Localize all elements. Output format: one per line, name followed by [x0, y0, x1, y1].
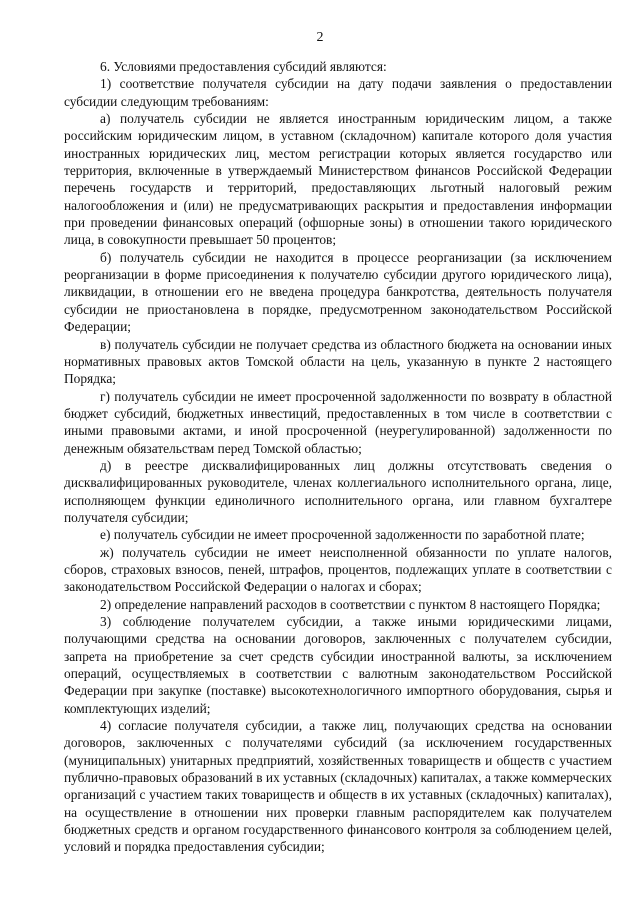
paragraph-subitem-2: 2) определение направлений расходов в соответствии с пунктом 8 настоящего Порядка;	[100, 596, 601, 612]
paragraph-subitem-1g: г) получатель субсидии не имеет просроченной задолженности по возврату в областной бюджет субсидий, бюджетных инвестиций, предоставленных в том числе в соответствии с иными правовыми актами, и иной просроченной (неурегулированной) задолженности по денежным обязательствам перед Томской областью;	[64, 388, 612, 456]
paragraph-subitem-4: 4) согласие получателя субсидии, а также лиц, получающих средства на основании договоров, заключенных с получателями субсидий (за исключением государственных (муниципальных) унитарных предприятий, хозяйственных товариществ и обществ с участием публично-правовых образований в их уставных (складочных) капиталах, а также коммерческих организаций с участием таких товариществ и обществ в их уставных (складочных) капиталах), на осуществление в отношении них проверки главным распорядителем как получателем бюджетных средств и органом государственного финансового контроля за соблюдением целей, условий и порядка предоставления субсидии;	[64, 718, 612, 855]
paragraph-subitem-1a: а) получатель субсидии не является иностранным юридическим лицом, а также российским юридическим лицом, в уставном (складочном) капитале которого доля участия иностранных юридических лиц, местом регистрации которых является государство или территория, включенные в утверждаемый Министерством финансов Российской Федерации перечень государств и территорий, предоставляющих льготный налоговый режим налогообложения и (или) не предусматривающих раскрытия и предоставления информации при проведении финансовых операций (офшорные зоны) в отношении такого юридического лица, в совокупности превышает 50 процентов;	[64, 111, 612, 248]
paragraph-subitem-1v: в) получатель субсидии не получает средства из областного бюджета на основании иных нормативных правовых актов Томской области на цель, указанную в пункте 2 настоящего Порядка;	[64, 336, 612, 387]
paragraph-subitem-1b: б) получатель субсидии не находится в процессе реорганизации (за исключением реорганизации в форме присоединения к получателю субсидии другого юридического лица), ликвидации, в отношении его не введена процедура банкротства, деятельность получателя субсидии не приостановлена в порядке, предусмотренном законодательством Российской Федерации;	[64, 249, 612, 335]
paragraph-subitem-3: 3) соблюдение получателем субсидии, а также иными юридическими лицами, получающими средства на основании договоров, заключенных с получателем субсидии, запрета на приобретение за счет средств субсидии иностранной валюты, за исключением операций, осуществляемых в соответствии с валютным законодательством Российской Федерации при закупке (поставке) высокотехнологичного импортного оборудования, сырья и комплектующих изделий;	[64, 614, 612, 716]
paragraph-subitem-1e: е) получатель субсидии не имеет просроченной задолженности по заработной плате;	[100, 527, 585, 543]
paragraph-item-6-heading: 6. Условиями предоставления субсидий являются:	[100, 59, 387, 74]
paragraph-subitem-1: 1) соответствие получателя субсидии на дату подачи заявления о предоставлении субсидии следующим требованиям:	[64, 76, 612, 109]
page-number: 2	[316, 30, 324, 45]
paragraph-subitem-1d: д) в реестре дисквалифицированных лиц должны отсутствовать сведения о дисквалифицированных руководителе, членах коллегиального исполнительного органа, лице, исполняющем функции единоличного исполнительного органа, или главном бухгалтере получателя субсидии;	[64, 457, 612, 525]
paragraph-subitem-1zh: ж) получатель субсидии не имеет неисполненной обязанности по уплате налогов, сборов, страховых взносов, пеней, штрафов, процентов, подлежащих уплате в соответствии с законодательством Российской Федерации о налогах и сборах;	[64, 544, 612, 595]
document-body	[64, 58, 612, 856]
